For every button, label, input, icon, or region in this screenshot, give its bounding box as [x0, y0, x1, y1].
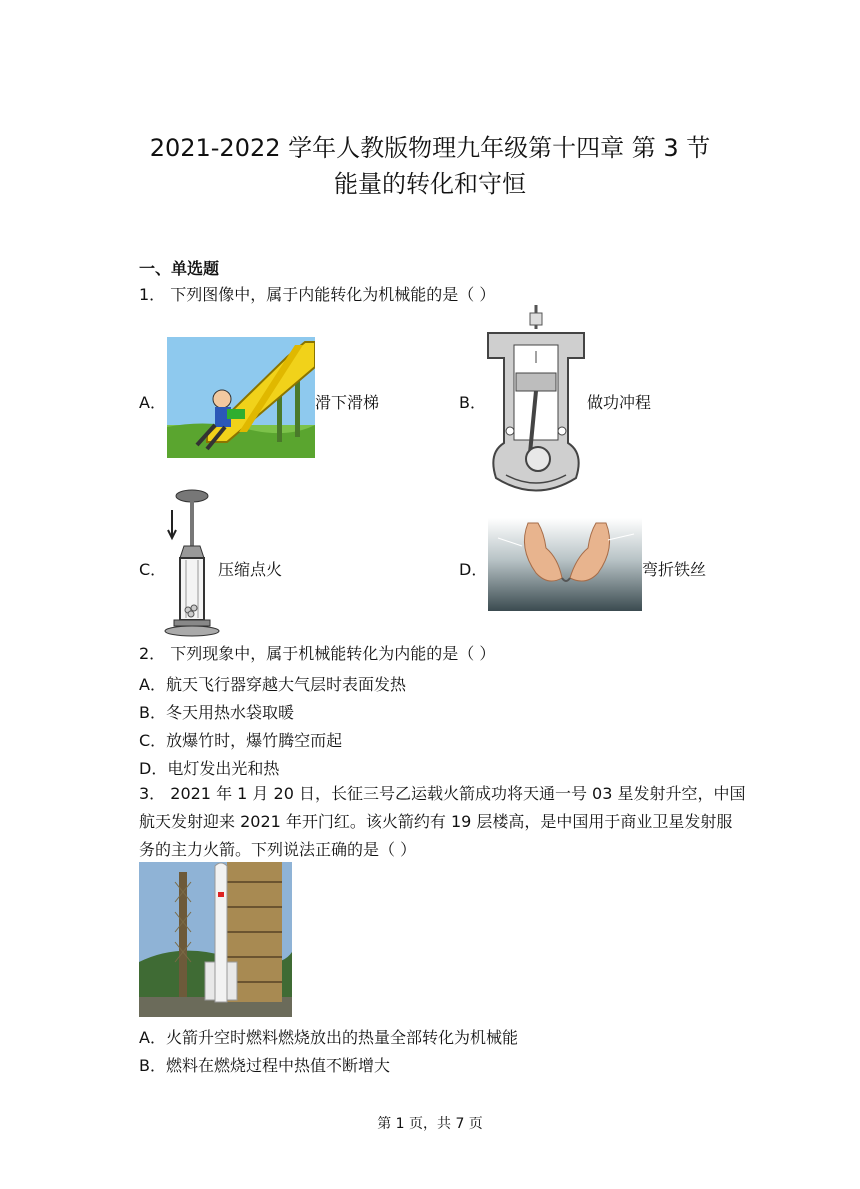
question-3-stem-line1: 3． 2021 年 1 月 20 日，长征三号乙运载火箭成功将天通一号 03 星发射升空，中国 [139, 784, 746, 803]
page-footer: 第 1 页，共 7 页 [377, 1116, 483, 1132]
q1-option-a-caption: 滑下滑梯 [315, 393, 380, 412]
q1-option-c-caption: 压缩点火 [218, 560, 283, 579]
slide-image [167, 337, 315, 458]
q1-option-b-letter: B． [459, 393, 486, 412]
q1-option-d-caption: 弯折铁丝 [642, 560, 707, 579]
question-2-stem: 2． 下列现象中，属于机械能转化为内能的是（ ） [139, 644, 496, 663]
question-1-stem: 1． 下列图像中，属于内能转化为机械能的是（ ） [139, 285, 496, 304]
q2-option-b: B．冬天用热水袋取暖 [139, 703, 294, 722]
q2-option-a: A．航天飞行器穿越大气层时表面发热 [139, 675, 406, 694]
document-title-line2: 能量的转化和守恒 [334, 170, 526, 198]
bending-wire-image [488, 518, 642, 611]
section-heading: 一、单选题 [139, 259, 220, 278]
rocket-launch-image [139, 862, 292, 1017]
q2-option-c: C．放爆竹时，爆竹腾空而起 [139, 731, 343, 750]
q3-option-a: A．火箭升空时燃料燃烧放出的热量全部转化为机械能 [139, 1028, 518, 1047]
q1-option-c-letter: C． [139, 560, 167, 579]
question-3-stem-line3: 务的主力火箭。下列说法正确的是（ ） [139, 840, 417, 859]
q1-option-d-letter: D． [459, 560, 488, 579]
engine-cylinder-image [484, 303, 588, 493]
q1-option-a-letter: A． [139, 393, 166, 412]
q2-option-d: D．电灯发出光和热 [139, 759, 280, 778]
q1-option-b-caption: 做功冲程 [587, 393, 652, 412]
q3-option-b: B．燃料在燃烧过程中热值不断增大 [139, 1056, 390, 1075]
air-pump-ignition-image [162, 488, 220, 638]
question-3-stem-line2: 航天发射迎来 2021 年开门红。该火箭约有 19 层楼高，是中国用于商业卫星发射服 [139, 812, 733, 831]
document-title-line1: 2021-2022 学年人教版物理九年级第十四章 第 3 节 [149, 134, 711, 162]
